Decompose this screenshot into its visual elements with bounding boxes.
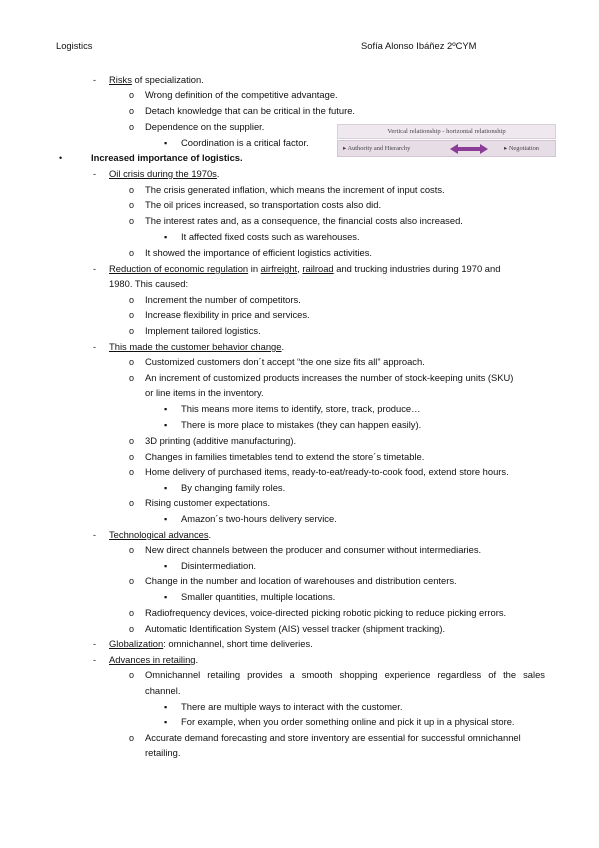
item-text: Wrong definition of the competitive advantage. <box>145 89 338 100</box>
item-text-underlined: Technological advances <box>109 529 209 540</box>
header-right: Sofía Alonso Ibáñez 2ºCYM <box>361 40 477 51</box>
item-text: Increase flexibility in price and services. <box>145 309 310 320</box>
circle-marker: o <box>129 357 135 367</box>
item-text: 3D printing (additive manufacturing). <box>145 435 297 446</box>
square-marker: ▪ <box>164 702 168 712</box>
item-text: Increment the number of competitors. <box>145 294 301 305</box>
item-text: or line items in the inventory. <box>145 387 264 398</box>
item-text: The crisis generated inflation, which means the increment of input costs. <box>145 184 445 195</box>
item-text: Smaller quantities, multiple locations. <box>181 591 336 602</box>
square-marker: ▪ <box>164 717 168 727</box>
circle-marker: o <box>129 295 135 305</box>
square-marker: ▪ <box>164 404 168 414</box>
circle-marker: o <box>129 576 135 586</box>
item-text: By changing family roles. <box>181 482 286 493</box>
figure-title: Vertical relationship - horizontal relationship <box>337 124 556 139</box>
item-text: Radiofrequency devices, voice-directed picking robotic picking to reduce picking errors. <box>145 607 507 618</box>
item-text: , <box>297 263 303 274</box>
circle-marker: o <box>129 185 135 195</box>
item-text: of specialization. <box>131 74 204 85</box>
item-text: An increment of customized products increases the number of stock-keeping units (SKU) <box>145 372 514 383</box>
figure-left-label: ▸ Authority and Hierarchy <box>343 145 411 152</box>
square-marker: ▪ <box>164 138 168 148</box>
circle-marker: o <box>129 106 135 116</box>
item-text: For example, when you order something online and pick it up in a physical store. <box>181 716 515 727</box>
item-text: Omnichannel retailing provides a smooth shopping experience regardless of the sales <box>145 669 545 680</box>
square-marker: ▪ <box>164 420 168 430</box>
item-text: Changes in families timetables tend to extend the store´s timetable. <box>145 451 425 462</box>
item-text: . <box>216 168 220 179</box>
item-text: Disintermediation. <box>181 560 257 571</box>
item-text: This means more items to identify, store, track, produce… <box>181 403 421 414</box>
figure-right-label: ▸ Negotiation <box>504 145 539 152</box>
dash-marker: - <box>93 530 96 540</box>
circle-marker: o <box>129 326 135 336</box>
circle-marker: o <box>129 498 135 508</box>
circle-marker: o <box>129 452 135 462</box>
item-text: Coordination is a critical factor. <box>181 137 309 148</box>
circle-marker: o <box>129 608 135 618</box>
header-left: Logistics <box>56 40 93 51</box>
item-text: There is more place to mistakes (they can happen easily). <box>181 419 422 430</box>
bullet-marker: • <box>59 153 63 163</box>
item-text: Home delivery of purchased items, ready-to-eat/ready-to-cook food, extend store hours. <box>145 466 509 477</box>
item-text-underlined: Oil crisis during the 1970s <box>109 168 217 179</box>
item-text-underlined: This made the customer behavior change <box>109 341 282 352</box>
item-text: Accurate demand forecasting and store inventory are essential for successful omnichannel <box>145 732 521 743</box>
circle-marker: o <box>129 436 135 446</box>
circle-marker: o <box>129 545 135 555</box>
item-text: It affected fixed costs such as warehouses. <box>181 231 360 242</box>
square-marker: ▪ <box>164 592 168 602</box>
relationship-figure <box>337 124 556 157</box>
item-text: Detach knowledge that can be critical in the future. <box>145 105 356 116</box>
circle-marker: o <box>129 624 135 634</box>
item-text: . <box>281 341 285 352</box>
item-text-underlined: Globalization <box>109 638 164 649</box>
circle-marker: o <box>129 373 135 383</box>
circle-marker: o <box>129 90 135 100</box>
item-text: Dependence on the supplier. <box>145 121 265 132</box>
circle-marker: o <box>129 733 135 743</box>
dash-marker: - <box>93 342 96 352</box>
dash-marker: - <box>93 169 96 179</box>
dash-marker: - <box>93 655 96 665</box>
circle-marker: o <box>129 216 135 226</box>
item-text-underlined: airfreight <box>260 263 298 274</box>
item-text: . <box>195 654 199 665</box>
circle-marker: o <box>129 310 135 320</box>
item-text-underlined: Advances in retailing <box>109 654 196 665</box>
item-text: The interest rates and, as a consequence, the financial costs also increased. <box>145 215 463 226</box>
square-marker: ▪ <box>164 561 168 571</box>
dash-marker: - <box>93 639 96 649</box>
item-text: Amazon´s two-hours delivery service. <box>181 513 337 524</box>
item-text: Rising customer expectations. <box>145 497 271 508</box>
circle-marker: o <box>129 670 135 680</box>
item-text: New direct channels between the producer and consumer without intermediaries. <box>145 544 482 555</box>
item-text: : omnichannel, short time deliveries. <box>163 638 313 649</box>
item-text: channel. <box>145 685 181 696</box>
item-text: 1980. This caused: <box>109 278 189 289</box>
circle-marker: o <box>129 122 135 132</box>
item-text: Automatic Identification System (AIS) vessel tracker (shipment tracking). <box>145 623 446 634</box>
item-text-underlined: railroad <box>302 263 334 274</box>
square-marker: ▪ <box>164 514 168 524</box>
square-marker: ▪ <box>164 232 168 242</box>
item-text: The oil prices increased, so transportation costs also did. <box>145 199 382 210</box>
item-text: Change in the number and location of warehouses and distribution centers. <box>145 575 457 586</box>
circle-marker: o <box>129 200 135 210</box>
item-text: Customized customers don´t accept “the one size fits all” approach. <box>145 356 425 367</box>
item-text: It showed the importance of efficient logistics activities. <box>145 247 373 258</box>
square-marker: ▪ <box>164 483 168 493</box>
circle-marker: o <box>129 248 135 258</box>
item-text: . <box>208 529 212 540</box>
item-text: and trucking industries during 1970 and <box>333 263 501 274</box>
section-heading: Increased importance of logistics. <box>91 152 243 163</box>
item-text-underlined: Reduction of economic regulation <box>109 263 249 274</box>
dash-marker: - <box>93 264 96 274</box>
item-text-underlined: Risks <box>109 74 132 85</box>
figure-bar <box>337 140 556 157</box>
dash-marker: - <box>93 75 96 85</box>
circle-marker: o <box>129 467 135 477</box>
item-text: Implement tailored logistics. <box>145 325 261 336</box>
item-text: in <box>248 263 261 274</box>
double-arrow-icon <box>450 144 488 154</box>
item-text: There are multiple ways to interact with the customer. <box>181 701 403 712</box>
item-text: retailing. <box>145 747 181 758</box>
